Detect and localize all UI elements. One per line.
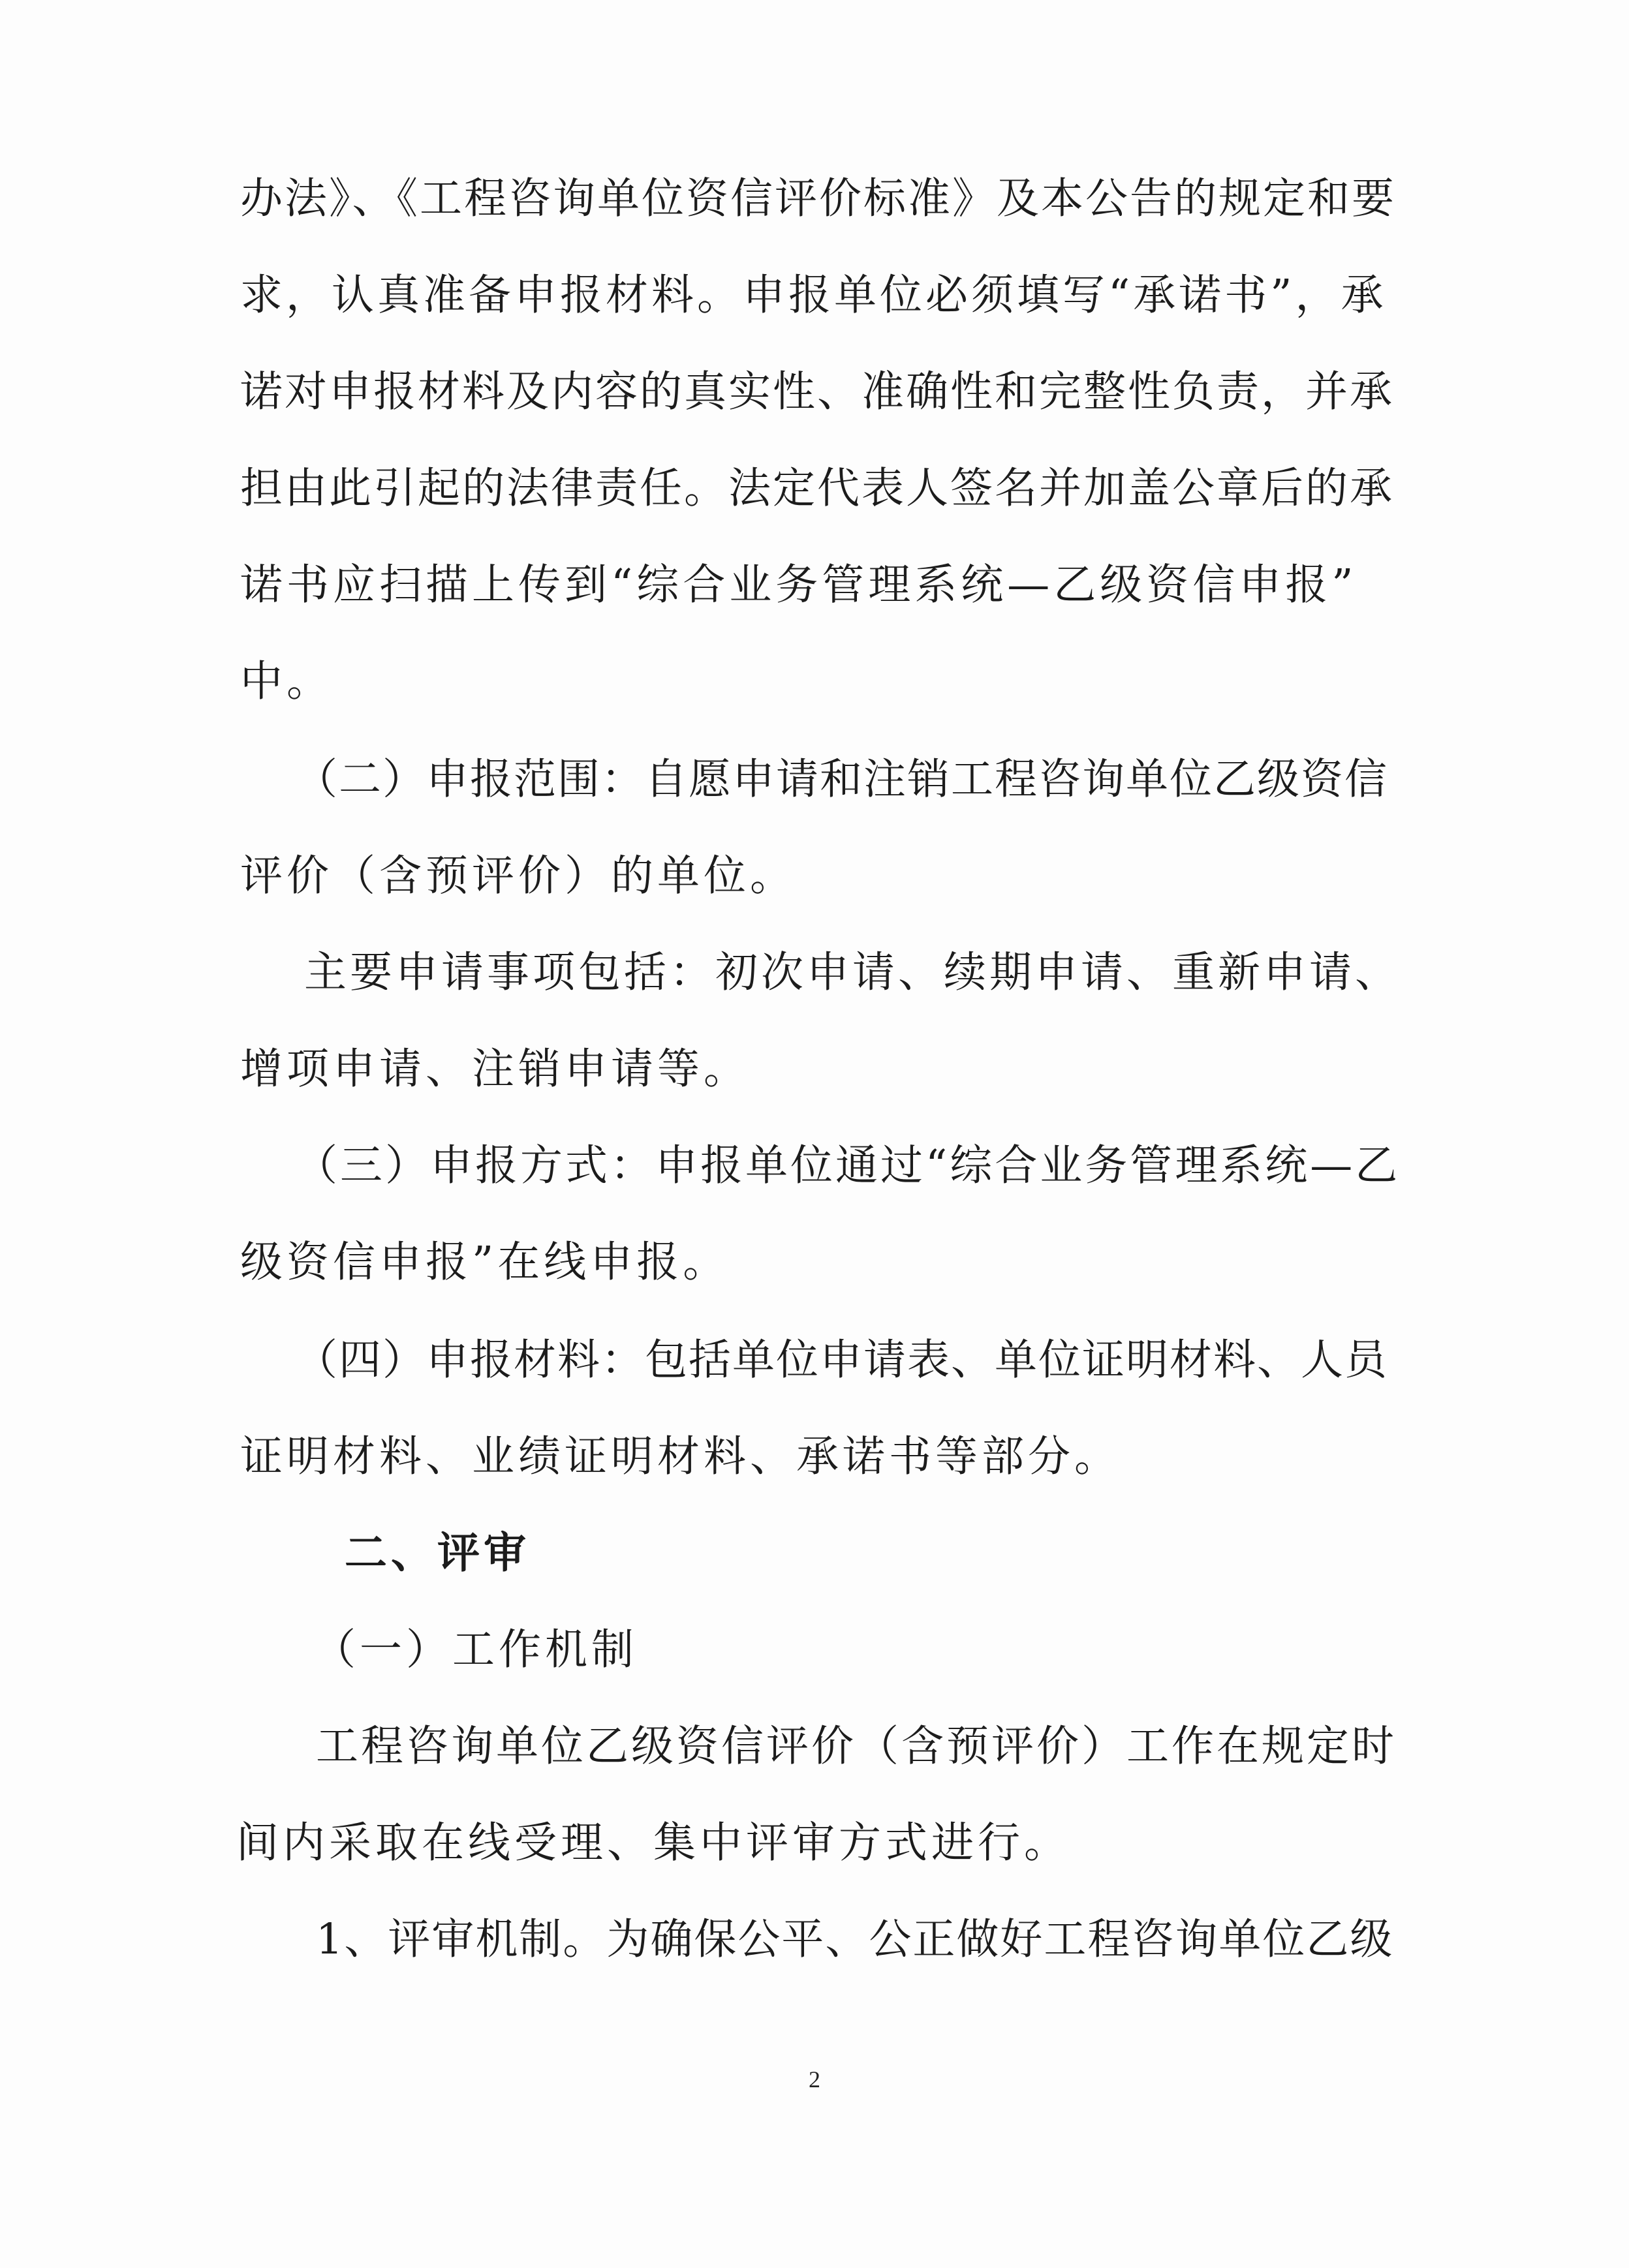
text-line-4: 担由此引起的法律责任。法定代表人签名并加盖公章后的承 <box>240 464 1395 513</box>
subsection-heading: （一）工作机制 <box>313 1625 638 1674</box>
text-line-2: 求，认真准备申报材料。申报单位必须填写“承诺书”，承 <box>240 271 1387 320</box>
text-line-18: 间内采取在线受理、集中评审方式进行。 <box>236 1818 1071 1867</box>
text-line-10: 增项申请、注销申请等。 <box>240 1045 751 1094</box>
text-line-19: 1、评审机制。为确保公平、公正做好工程咨询单位乙级 <box>316 1915 1394 1964</box>
section-heading: 二、评审 <box>345 1528 531 1578</box>
text-line-8: 评价（含预评价）的单位。 <box>240 851 797 900</box>
text-line-11: （三）申报方式：申报单位通过“综合业务管理系统—乙 <box>295 1141 1401 1190</box>
text-line-9: 主要申请事项包括：初次申请、续期申请、重新申请、 <box>304 948 1401 997</box>
text-line-12: 级资信申报”在线申报。 <box>240 1238 730 1287</box>
text-line-5: 诺书应扫描上传到“综合业务管理系统—乙级资信申报” <box>240 560 1358 609</box>
text-line-13: （四）申报材料：包括单位申请表、单位证明材料、人员 <box>295 1336 1389 1385</box>
text-line-7: （二）申报范围：自愿申请和注销工程咨询单位乙级资信 <box>295 755 1389 804</box>
text-line-3: 诺对申报材料及内容的真实性、准确性和完整性负责，并承 <box>240 367 1395 416</box>
text-line-1: 办法》、《工程咨询单位资信评价标准》及本公告的规定和要 <box>240 174 1397 223</box>
page-number: 2 <box>809 2066 820 2092</box>
text-line-17: 工程咨询单位乙级资信评价（含预评价）工作在规定时 <box>316 1722 1397 1771</box>
text-line-6: 中。 <box>240 657 334 706</box>
text-line-14: 证明材料、业绩证明材料、承诺书等部分。 <box>240 1432 1121 1481</box>
